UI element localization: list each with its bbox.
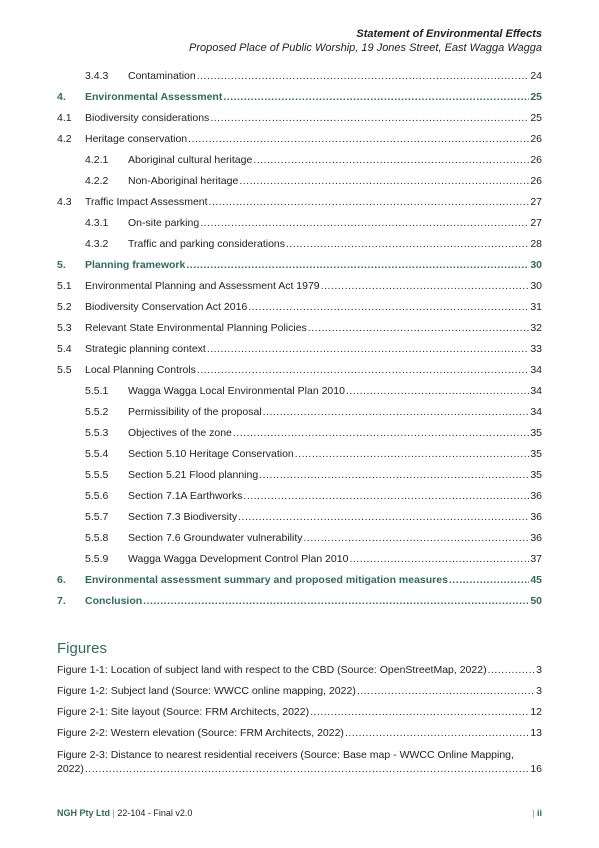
toc-entry-title: Section 5.10 Heritage Conservation [128, 447, 294, 460]
toc-entry[interactable] [57, 107, 542, 128]
figure-entry-line1: Figure 2-3: Distance to nearest residential receivers (Source: Base map - WWCC Online Mapping, [57, 749, 514, 761]
toc-entry-number: 5.5.3 [85, 426, 109, 439]
toc-entry-number: 4.1 [57, 111, 72, 124]
toc-entry-title: Environmental Planning and Assessment Act 1979 [85, 279, 320, 292]
toc-page-number: 25 [530, 111, 542, 124]
figure-entry-title: Figure 1-1: Location of subject land with respect to the CBD (Source: OpenStreetMap, 2022) [57, 664, 487, 676]
leader-dots [197, 364, 529, 376]
toc-entry[interactable] [57, 569, 542, 590]
figure-entry[interactable] [57, 702, 542, 723]
toc-entry[interactable] [57, 149, 542, 170]
figure-page-number: 16 [530, 763, 542, 775]
toc-entry-number: 5.5.1 [85, 384, 109, 397]
toc-entry[interactable] [57, 380, 542, 401]
toc-page-number: 45 [530, 573, 542, 586]
toc-entry-number: 5.5.9 [85, 552, 109, 565]
toc-entry-number: 5.3 [57, 321, 72, 334]
toc-entry-title: Strategic planning context [85, 342, 206, 355]
toc-entry[interactable] [57, 170, 542, 191]
figures-heading: Figures [57, 640, 108, 657]
toc-entry-number: 4. [57, 90, 66, 103]
toc-page-number: 24 [530, 69, 542, 82]
toc-entry-number: 7. [57, 594, 66, 607]
toc-entry-number: 5.5.5 [85, 468, 109, 481]
leader-dots [143, 595, 529, 607]
toc-entry-number: 5.5 [57, 363, 72, 376]
toc-entry[interactable] [57, 275, 542, 296]
footer-page-number: ii [536, 808, 542, 818]
toc-page-number: 36 [530, 510, 542, 523]
toc-entry-number: 6. [57, 573, 66, 586]
figure-page-number: 3 [536, 685, 542, 697]
toc-entry-title: Wagga Wagga Local Environmental Plan 2010 [128, 384, 345, 397]
toc-entry[interactable] [57, 86, 542, 107]
leader-dots [186, 259, 529, 271]
toc-entry-title: Section 7.1A Earthworks [128, 489, 243, 502]
toc-entry-title: Conclusion [85, 594, 143, 607]
toc-entry-title: Local Planning Controls [85, 363, 196, 376]
toc-entry-number: 4.2.1 [85, 153, 109, 166]
page-footer [57, 808, 542, 818]
toc-entry-title: Wagga Wagga Development Control Plan 2010 [128, 552, 349, 565]
figure-page-number: 12 [530, 706, 542, 718]
toc-page-number: 34 [530, 405, 542, 418]
toc-page-number: 34 [530, 363, 542, 376]
toc-entry[interactable] [57, 464, 542, 485]
leader-dots [253, 154, 529, 166]
leader-dots [295, 448, 530, 460]
figure-entry-line2: 2022) [57, 763, 84, 775]
leader-dots [200, 217, 529, 229]
leader-dots [238, 511, 529, 523]
toc-page-number: 37 [530, 552, 542, 565]
toc-entry-title: Section 7.3 Biodiversity [128, 510, 238, 523]
document-title: Statement of Environmental Effects [356, 28, 542, 40]
leader-dots [197, 70, 530, 82]
toc-page-number: 33 [530, 342, 542, 355]
list-of-figures [57, 660, 542, 776]
toc-page-number: 27 [530, 195, 542, 208]
toc-entry-title: Traffic Impact Assessment [85, 195, 208, 208]
toc-entry-title: Aboriginal cultural heritage [128, 153, 253, 166]
toc-entry[interactable] [57, 338, 542, 359]
leader-dots [357, 685, 535, 697]
leader-dots [304, 532, 530, 544]
toc-entry-number: 5.5.8 [85, 531, 109, 544]
toc-entry[interactable] [57, 422, 542, 443]
leader-dots [308, 322, 530, 334]
toc-entry-title: Contamination [128, 69, 196, 82]
toc-entry-title: On-site parking [128, 216, 200, 229]
toc-entry-title: Traffic and parking considerations [128, 237, 286, 250]
toc-entry-title: Planning framework [85, 258, 186, 271]
toc-entry[interactable] [57, 527, 542, 548]
leader-dots [209, 196, 530, 208]
toc-entry-number: 5.5.2 [85, 405, 109, 418]
leader-dots [243, 490, 529, 502]
toc-entry-number: 4.3 [57, 195, 72, 208]
toc-page-number: 26 [530, 153, 542, 166]
toc-entry[interactable] [57, 401, 542, 422]
leader-dots [346, 385, 529, 397]
toc-entry-number: 4.3.1 [85, 216, 109, 229]
toc-entry-title: Biodiversity Conservation Act 2016 [85, 300, 248, 313]
toc-page-number: 36 [530, 489, 542, 502]
toc-page-number: 25 [530, 90, 542, 103]
leader-dots [488, 664, 536, 676]
toc-entry-number: 4.2.2 [85, 174, 109, 187]
figure-entry[interactable] [57, 744, 542, 776]
leader-dots [239, 175, 529, 187]
toc-entry-title: Permissibility of the proposal [128, 405, 262, 418]
leader-dots [259, 469, 529, 481]
toc-entry[interactable] [57, 506, 542, 527]
toc-entry[interactable] [57, 590, 542, 611]
toc-entry-number: 5.1 [57, 279, 72, 292]
toc-entry-number: 5. [57, 258, 66, 271]
toc-entry-title: Non-Aboriginal heritage [128, 174, 239, 187]
leader-dots [345, 727, 529, 739]
table-of-contents [57, 65, 542, 611]
toc-page-number: 35 [530, 426, 542, 439]
toc-entry-title: Section 7.6 Groundwater vulnerability [128, 531, 303, 544]
toc-page-number: 30 [530, 279, 542, 292]
figure-entry-title: Figure 1-2: Subject land (Source: WWCC online mapping, 2022) [57, 685, 356, 697]
toc-entry[interactable] [57, 191, 542, 212]
toc-page-number: 34 [530, 384, 542, 397]
toc-entry-title: Environmental assessment summary and proposed mitigation measures [85, 573, 448, 586]
toc-page-number: 26 [530, 132, 542, 145]
toc-entry-title: Relevant State Environmental Planning Policies [85, 321, 307, 334]
figure-entry-title: Figure 2-1: Site layout (Source: FRM Architects, 2022) [57, 706, 310, 718]
leader-dots [210, 112, 529, 124]
leader-dots [310, 706, 529, 718]
toc-page-number: 31 [530, 300, 542, 313]
toc-page-number: 35 [530, 468, 542, 481]
figure-entry[interactable] [57, 660, 542, 681]
page-header [189, 27, 542, 55]
toc-entry[interactable] [57, 548, 542, 569]
leader-dots [286, 238, 529, 250]
toc-page-number: 30 [530, 258, 542, 271]
toc-entry-title: Heritage conservation [85, 132, 188, 145]
toc-page-number: 26 [530, 174, 542, 187]
toc-page-number: 35 [530, 447, 542, 460]
toc-page-number: 28 [530, 237, 542, 250]
footer-separator: | [532, 808, 535, 818]
leader-dots [233, 427, 529, 439]
toc-entry-title: Objectives of the zone [128, 426, 232, 439]
document-subtitle: Proposed Place of Public Worship, 19 Jones Street, East Wagga Wagga [188, 42, 542, 54]
toc-entry[interactable] [57, 443, 542, 464]
leader-dots [188, 133, 529, 145]
toc-entry-title: Biodiversity considerations [85, 111, 210, 124]
toc-entry-title: Environmental Assessment [85, 90, 223, 103]
leader-dots [263, 406, 530, 418]
toc-page-number: 50 [530, 594, 542, 607]
toc-entry-number: 5.4 [57, 342, 72, 355]
figure-page-number: 13 [530, 727, 542, 739]
footer-brand: NGH Pty Ltd [57, 808, 110, 818]
leader-dots [449, 574, 529, 586]
figure-entry[interactable] [57, 723, 542, 744]
toc-entry-number: 5.5.4 [85, 447, 109, 460]
toc-page-number: 32 [530, 321, 542, 334]
toc-page-number: 27 [530, 216, 542, 229]
figure-entry[interactable] [57, 681, 542, 702]
toc-entry[interactable] [57, 296, 542, 317]
toc-entry[interactable] [57, 128, 542, 149]
toc-entry-title: Section 5.21 Flood planning [128, 468, 259, 481]
toc-entry[interactable] [57, 254, 542, 275]
toc-entry-number: 5.5.6 [85, 489, 109, 502]
leader-dots [349, 553, 529, 565]
toc-entry-number: 5.5.7 [85, 510, 109, 523]
toc-entry[interactable] [57, 212, 542, 233]
leader-dots [207, 343, 529, 355]
toc-entry[interactable] [57, 317, 542, 338]
toc-entry-number: 5.2 [57, 300, 72, 313]
figure-entry-title: Figure 2-2: Western elevation (Source: FRM Architects, 2022) [57, 727, 344, 739]
footer-doc-ref: 22-104 - Final v2.0 [117, 808, 193, 818]
toc-entry-number: 4.3.2 [85, 237, 109, 250]
toc-entry-number: 4.2 [57, 132, 72, 145]
toc-entry[interactable] [57, 65, 542, 86]
leader-dots [321, 280, 530, 292]
toc-entry[interactable] [57, 359, 542, 380]
leader-dots [248, 301, 529, 313]
leader-dots [223, 91, 529, 103]
toc-entry[interactable] [57, 485, 542, 506]
toc-entry-number: 3.4.3 [85, 69, 109, 82]
figure-page-number: 3 [536, 664, 542, 676]
toc-page-number: 36 [530, 531, 542, 544]
toc-entry[interactable] [57, 233, 542, 254]
leader-dots [85, 762, 529, 776]
footer-separator: | [112, 808, 115, 818]
